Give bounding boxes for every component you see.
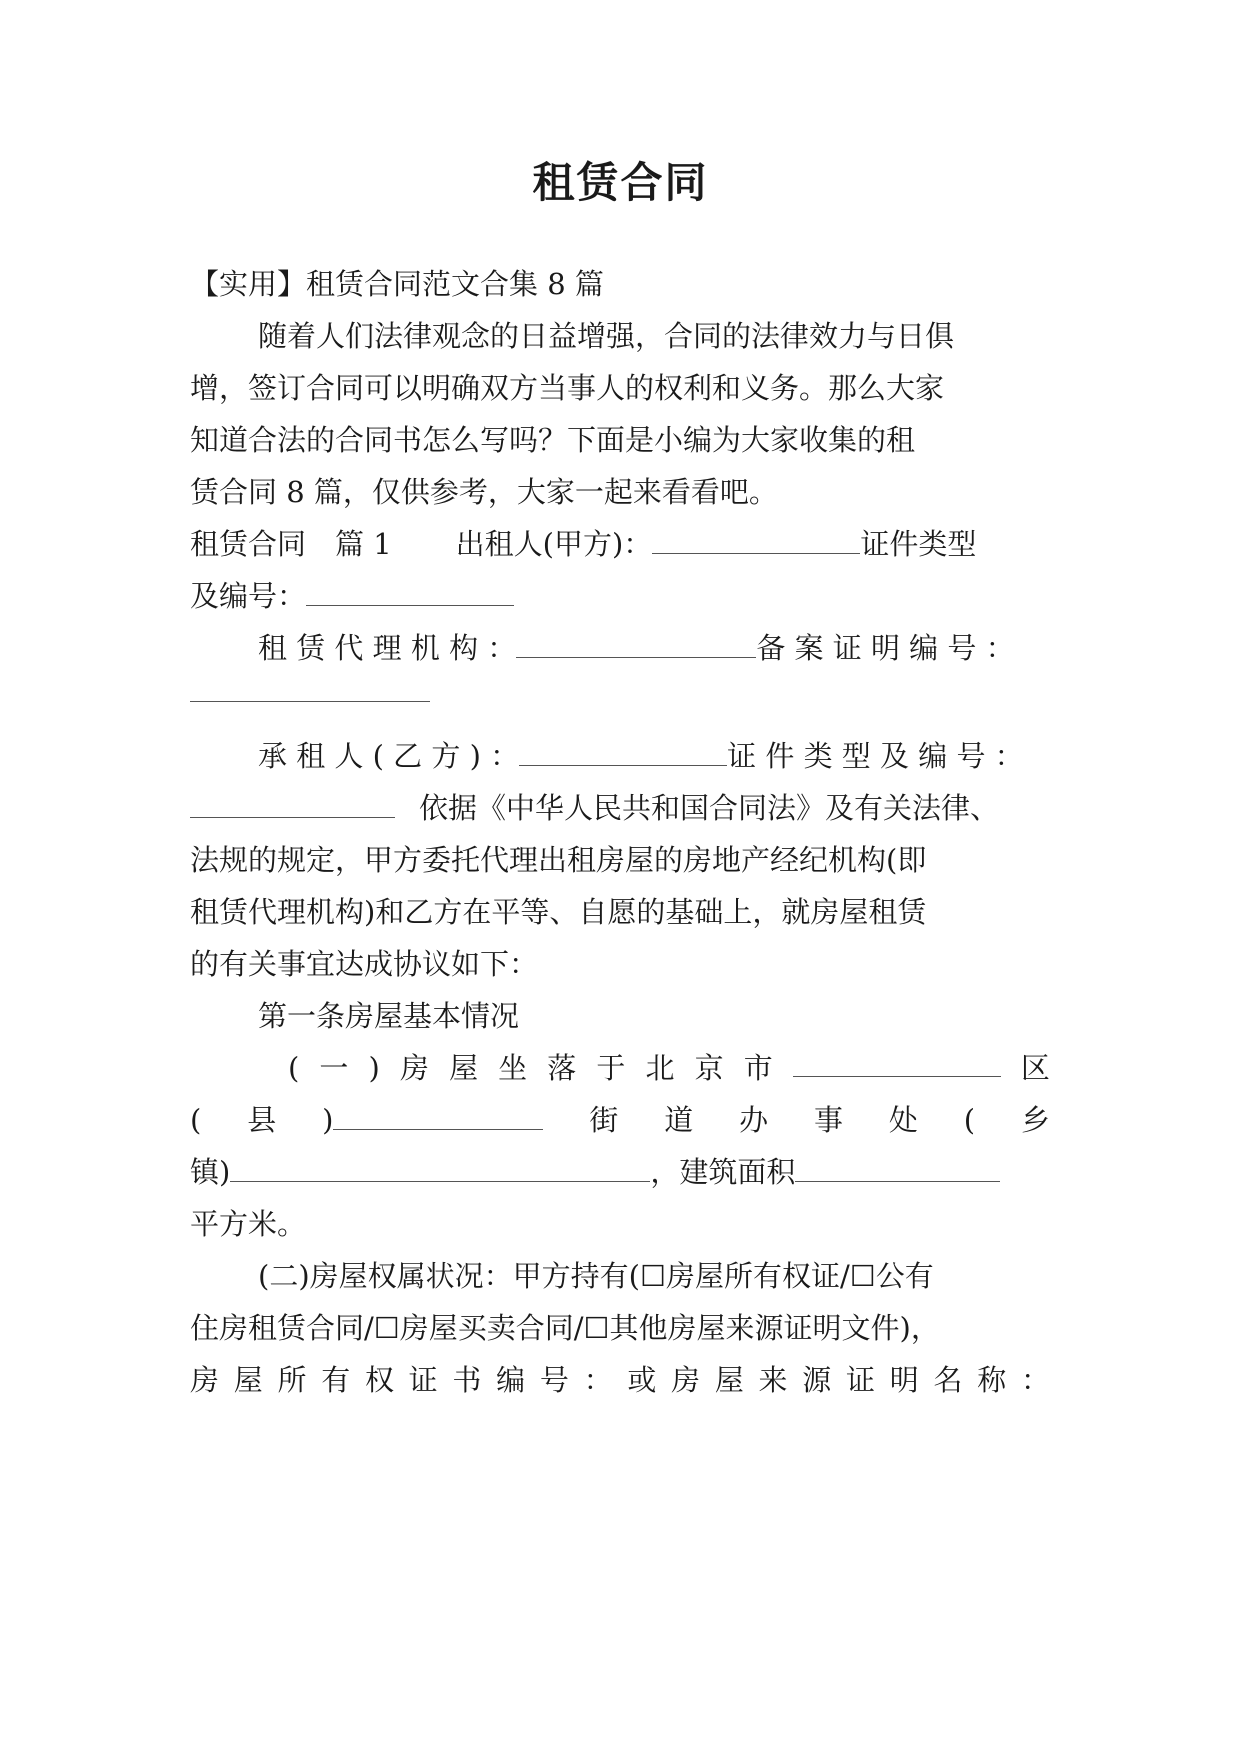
county-blank[interactable] (333, 1101, 543, 1130)
street-token: 街 (589, 1103, 619, 1137)
lessee-blank[interactable] (519, 737, 727, 766)
street-token: 办 (739, 1103, 769, 1137)
cert-token: 名 (933, 1363, 963, 1397)
record-no-blank[interactable] (190, 673, 430, 702)
lessee-line (258, 736, 1050, 776)
town-label: 镇) (190, 1155, 231, 1189)
agency-line (258, 628, 1050, 668)
lessee-label: 承 租 人 ( 乙 方 ) ： (258, 739, 520, 773)
record-no-blank-line (190, 672, 1050, 712)
street-token: 乡 (1020, 1103, 1050, 1137)
location-token: 屋 (449, 1051, 479, 1085)
basis-text: 依据《中华人民共和国合同法》及有关法律、 (419, 791, 1000, 825)
location-token: 落 (547, 1051, 577, 1085)
cert-token: ： (1020, 1363, 1050, 1397)
intro-line-4: 赁合同 8 篇，仅供参考，大家一起来看看吧。 (190, 475, 778, 509)
basis-line (190, 788, 1050, 828)
cert-token: 房 (671, 1363, 701, 1397)
intro-line-2 (190, 368, 1050, 408)
location-token: 市 (743, 1051, 773, 1085)
location-token: 坐 (498, 1051, 528, 1085)
cert-token: 号 (539, 1363, 569, 1397)
cert-token: 书 (452, 1363, 482, 1397)
record-no-label: 备 案 证 明 编 号 ： (756, 631, 1015, 665)
intro-line-2-text: 增，签订合同可以明确双方当事人的权利和义务。那么大家 (190, 371, 945, 405)
area-blank[interactable] (795, 1153, 1000, 1182)
cert-token: 编 (496, 1363, 526, 1397)
document-subtitle: 【实用】租赁合同范文合集 8 篇 (190, 267, 604, 301)
street-token: 道 (664, 1103, 694, 1137)
county-close: ) (322, 1103, 334, 1137)
cert-token: 来 (758, 1363, 788, 1397)
street-token: 处 (888, 1103, 918, 1137)
cert-token: 明 (889, 1363, 919, 1397)
agency-blank[interactable] (516, 629, 756, 658)
location-token: ) (368, 1051, 380, 1085)
lessor-id-blank[interactable] (306, 577, 514, 606)
article1-heading: 第一条房屋基本情况 (258, 999, 520, 1033)
cert-token: 所 (277, 1363, 307, 1397)
cert-token: 权 (364, 1363, 394, 1397)
id-number-line (190, 576, 1050, 616)
ownership-line-1: (二)房屋权属状况：甲方持有(☐房屋所有权证/☐公有 (258, 1259, 934, 1293)
id-type-label-a: 证件类型 (860, 527, 977, 561)
location-token: 一 (319, 1051, 349, 1085)
cert-token: 证 (846, 1363, 876, 1397)
certificate-line (190, 1360, 1050, 1400)
area-unit: 平方米。 (190, 1207, 307, 1241)
ownership-line-2: 住房租赁合同/☐房屋买卖合同/☐其他房屋来源证明文件)， (190, 1311, 940, 1345)
location-token: 北 (645, 1051, 675, 1085)
section1-heading: 租赁合同 篇 1 (190, 527, 392, 561)
section1-heading-line (190, 524, 1050, 564)
cert-token: 屋 (714, 1363, 744, 1397)
cert-token: 或 (627, 1363, 657, 1397)
lessor-blank[interactable] (652, 525, 860, 554)
location-token: 京 (694, 1051, 724, 1085)
lessor-label: 出租人(甲方)： (455, 527, 653, 561)
basis-line-3: 租赁代理机构)和乙方在平等、自愿的基础上，就房屋租赁 (190, 895, 927, 929)
cert-token: 证 (408, 1363, 438, 1397)
cert-token: 房 (190, 1363, 220, 1397)
cert-token: ： (583, 1363, 613, 1397)
lessee-id-label: 证 件 类 型 及 编 号 ： (727, 739, 1024, 773)
area-line (190, 1152, 1050, 1192)
basis-line-4: 的有关事宜达成协议如下： (190, 947, 539, 981)
county-label: 县 (247, 1103, 277, 1137)
town-blank[interactable] (230, 1153, 650, 1182)
cert-token: 屋 (233, 1363, 263, 1397)
location-token: 房 (399, 1051, 429, 1085)
cert-token: 有 (321, 1363, 351, 1397)
district-blank[interactable] (793, 1048, 1001, 1077)
area-label: ，建筑面积 (650, 1155, 796, 1189)
intro-line-1: 随着人们法律观念的日益增强，合同的法律效力与日俱 (258, 319, 955, 353)
cert-token: 称 (977, 1363, 1007, 1397)
id-type-label-b: 及编号： (190, 579, 307, 613)
basis-line-2: 法规的规定，甲方委托代理出租房屋的房地产经纪机构(即 (190, 843, 927, 877)
lessee-id-blank[interactable] (190, 789, 395, 818)
county-open: ( (190, 1103, 202, 1137)
agency-label: 租 赁 代 理 机 构 ： (258, 631, 517, 665)
street-token: 事 (813, 1103, 843, 1137)
document-title: 租赁合同 (532, 158, 709, 207)
street-line (190, 1100, 1050, 1140)
location-token: ( (288, 1051, 300, 1085)
location-line (288, 1048, 1050, 1088)
district-label: 区 (1020, 1051, 1050, 1085)
location-token: 于 (596, 1051, 626, 1085)
cert-token: 源 (802, 1363, 832, 1397)
county-close-with-blank (322, 1100, 543, 1140)
street-token: ( (963, 1103, 976, 1137)
intro-line-3: 知道合法的合同书怎么写吗？下面是小编为大家收集的租 (190, 423, 916, 457)
